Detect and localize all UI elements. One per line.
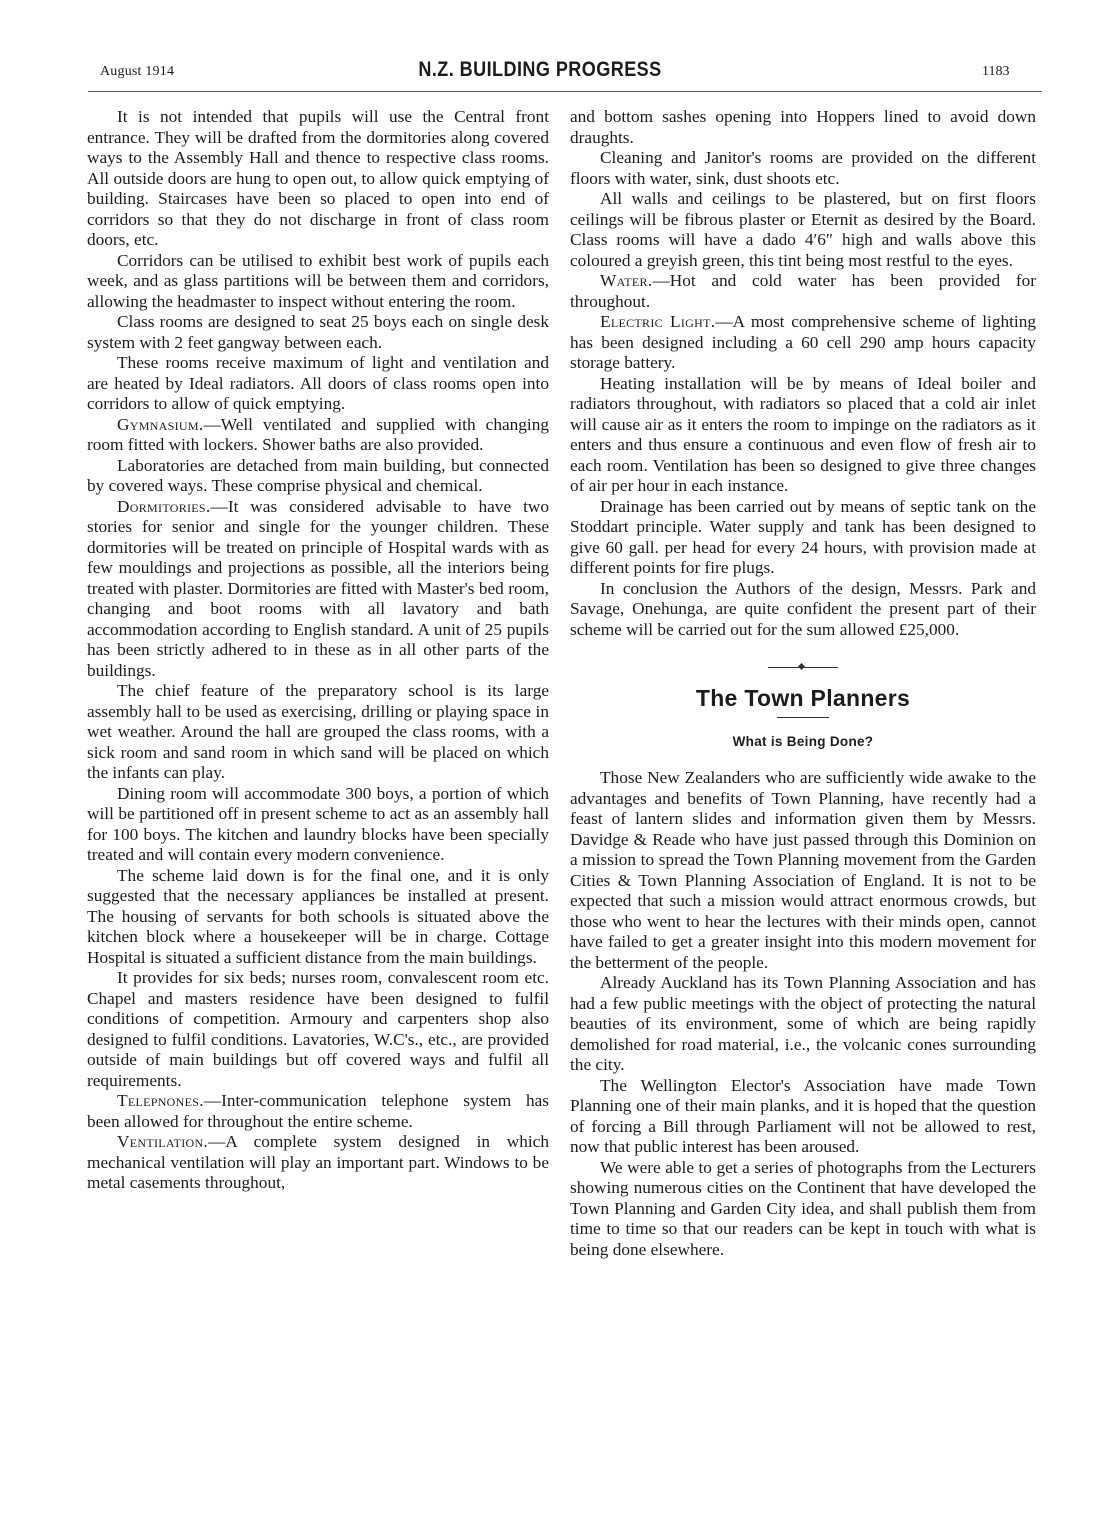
paragraph-body: —Well ventilated and supplied with changing room fitted with lockers. Shower baths are also provided. bbox=[87, 414, 549, 454]
paragraph: Corridors can be utilised to exhibit best work of pupils each week, and as glass partitions will be between them and corridors, allowing the headmaster to inspect without entering the room. bbox=[87, 250, 549, 311]
section-divider bbox=[768, 658, 838, 678]
paragraph-lead: Dormitories. bbox=[117, 496, 211, 516]
paragraph-lead: Electric Light. bbox=[600, 312, 716, 331]
paragraph: It provides for six beds; nurses room, convalescent room etc. Chapel and masters residence have been designed to fulfil conditions of competition. Armoury and carpenters shop also designed to fulfil conditions. Lavatories, W.C's., etc., are provided outside of main buildings but off covered ways and fulfil all requirements. bbox=[87, 968, 549, 1090]
paragraph bbox=[87, 1132, 549, 1194]
paragraph bbox=[570, 312, 1036, 374]
left-column bbox=[87, 107, 549, 1194]
paragraph bbox=[87, 497, 549, 682]
title-rule bbox=[777, 717, 829, 718]
right-column bbox=[570, 107, 1036, 1260]
page-number: 1183 bbox=[982, 64, 1010, 79]
paragraph: All walls and ceilings to be plastered, but on first floors ceilings will be fibrous plaster or Eternit as desired by the Board. Class rooms will have a dado 4′6″ high and walls above this coloured a greyish green, this tint being most restful to the eyes. bbox=[570, 189, 1036, 270]
divider-ornament-icon bbox=[798, 663, 805, 670]
paragraph-body: —Inter-communication telephone system has been allowed for throughout the entire scheme. bbox=[87, 1091, 549, 1131]
header-rule bbox=[88, 91, 1042, 92]
paragraph bbox=[87, 1091, 549, 1132]
paragraph: We were able to get a series of photographs from the Lecturers showing numerous cities on the Continent that have developed the Town Planning and Garden City idea, and shall publish them from time to time so that our readers can be kept in touch with what is being done elsewhere. bbox=[570, 1157, 1036, 1259]
paragraph: Those New Zealanders who are sufficiently wide awake to the advantages and benefits of Town Planning, have recently had a feast of lantern slides and information given them by Messrs. Davidge & Reade who have just passed through this Dominion on a mission to spread the Town Planning movement from the Garden Cities & Town Planning Association of England. It is not to be expected that such a mission would attract enormous crowds, but those who went to hear the lectures with their minds open, cannot have failed to get a greater insight into this modern movement for the betterment of the people. bbox=[570, 768, 1036, 972]
paragraph-body: —A complete system designed in which mechanical ventilation will play an important part. Windows to be metal casements throughout, bbox=[87, 1132, 549, 1192]
paragraph: The scheme laid down is for the final one, and it is only suggested that the necessary appliances be installed at present. The housing of servants for both schools is situated above the kitchen block where a housekeeper will be in charge. Cottage Hospital is situated a sufficient distance from the main buildings. bbox=[87, 865, 549, 967]
paragraph: Heating installation will be by means of Ideal boiler and radiators throughout, with radiators so placed that a cold air inlet will cause air as it enters the room to impinge on the radiators as it enters and thus ensure a continuous and even flow of fresh air to each room. Ventilation has been so designed to give three changes of air per hour in each instance. bbox=[570, 373, 1036, 495]
paragraph: Cleaning and Janitor's rooms are provided on the different floors with water, sink, dust shoots etc. bbox=[570, 148, 1036, 188]
paragraph: It is not intended that pupils will use the Central front entrance. They will be drafted from the dormitories along covered ways to the Assembly Hall and thence to respective class rooms. All outside doors are hung to open out, to allow quick emptying of building. Staircases have been so placed to open into end of corridors so that they do not discharge in front of class room doors, etc. bbox=[87, 107, 549, 249]
paragraph: Dining room will accommodate 300 boys, a portion of which will be partitioned off in present scheme to act as an assembly hall for 100 boys. The kitchen and laundry blocks have been specially treated and will contain every modern convenience. bbox=[87, 783, 549, 864]
paragraph: Laboratories are detached from main building, but connected by covered ways. These comprise physical and chemical. bbox=[87, 455, 549, 495]
paragraph-body: —It was considered advisable to have two stories for senior and single for the younger children. These dormitories will be treated on principle of Hospital wards with as few mouldings and projections as possible, all the interiors being treated with plaster. Dormitories are fitted with Master's bed room, changing and boot rooms with all lavatory and bath accommodation according to English standard. A unit of 25 pupils has been strictly adhered to in these as in all other parts of the buildings. bbox=[87, 496, 549, 680]
paragraph bbox=[87, 415, 549, 456]
section-subtitle: What is Being Done? bbox=[732, 733, 874, 749]
section-title: The Town Planners bbox=[695, 685, 911, 711]
paragraph: Already Auckland has its Town Planning Association and has had a few public meetings with the object of protecting the natural beauties of its environment, some of which are being rapidly demolished for road material, i.e., the volcanic cones surrounding the city. bbox=[570, 973, 1036, 1074]
issue-date: August 1914 bbox=[100, 64, 175, 79]
paragraph: The chief feature of the preparatory school is its large assembly hall to be used as exercising, drilling or playing space in wet weather. Around the hall are grouped the class rooms, with a sick room and sand room in which sand will be placed on which the infants can play. bbox=[87, 681, 549, 782]
paragraph: The Wellington Elector's Association have made Town Planning one of their main planks, and it is hoped that the question of forcing a Bill through Parliament will not be allowed to rest, now that public interest has been aroused. bbox=[570, 1075, 1036, 1156]
paragraph-body: —Hot and cold water has been provided for throughout. bbox=[570, 271, 1036, 311]
paragraph: These rooms receive maximum of light and ventilation and are heated by Ideal radiators. All doors of class rooms open into corridors to allow of quick emptying. bbox=[87, 353, 549, 413]
paragraph: In conclusion the Authors of the design, Messrs. Park and Savage, Onehunga, are quite confident the present part of their scheme will be carried out for the sum allowed £25,000. bbox=[570, 578, 1036, 639]
paragraph: and bottom sashes opening into Hoppers lined to avoid down draughts. bbox=[570, 107, 1036, 147]
journal-title: N.Z. BUILDING PROGRESS bbox=[418, 58, 662, 81]
paragraph: Class rooms are designed to seat 25 boys each on single desk system with 2 feet gangway between each. bbox=[87, 312, 549, 352]
paragraph-lead: Ventilation. bbox=[117, 1132, 209, 1151]
paragraph-lead: Gymnasium. bbox=[117, 414, 204, 434]
paragraph: Drainage has been carried out by means of septic tank on the Stoddart principle. Water supply and tank has been designed to give 60 gall. per head for every 24 hours, with provision made at different points for fire plugs. bbox=[570, 496, 1036, 577]
paragraph-lead: Water. bbox=[600, 271, 653, 290]
paragraph bbox=[570, 271, 1036, 312]
paragraph-body: —A most comprehensive scheme of lighting has been designed including a 60 cell 290 amp hours capacity storage battery. bbox=[570, 312, 1036, 372]
paragraph-lead: Telepnones. bbox=[117, 1091, 204, 1110]
